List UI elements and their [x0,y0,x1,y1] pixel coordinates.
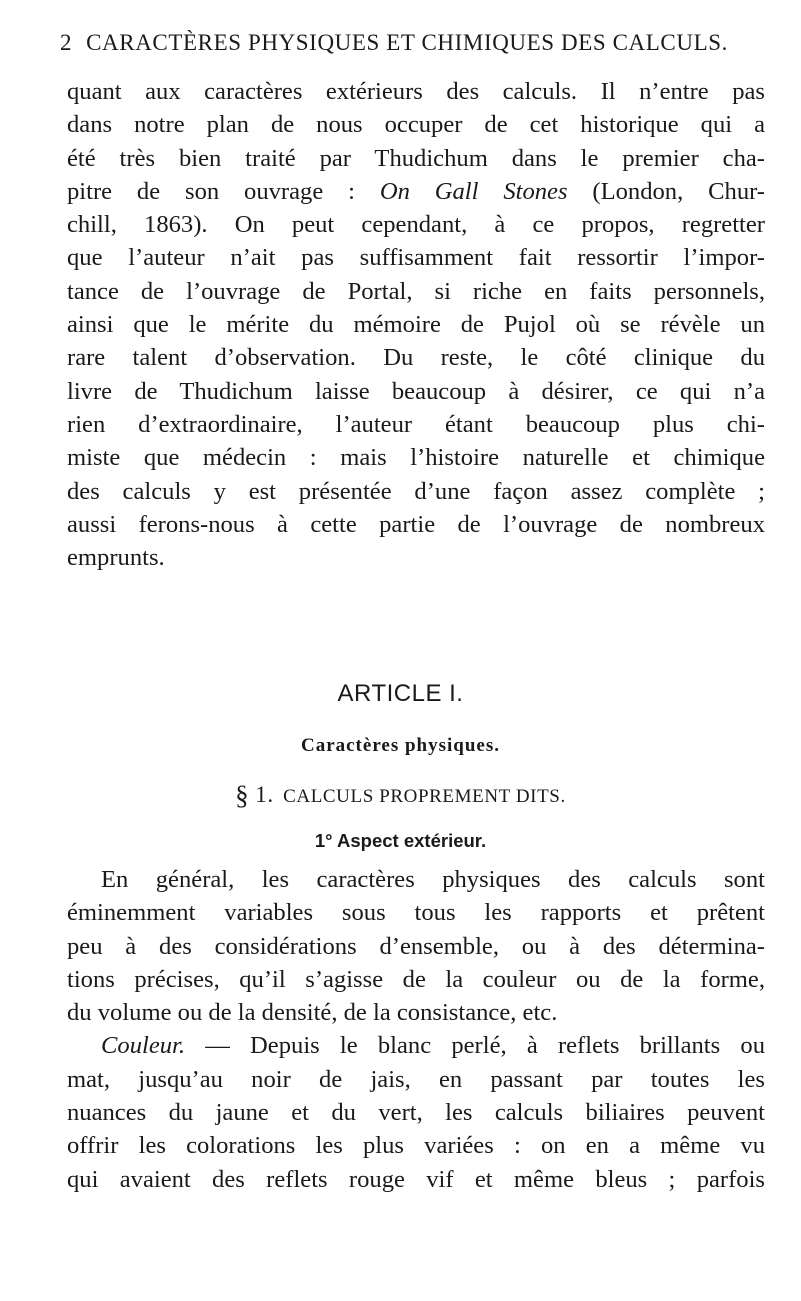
paragraph-term: Couleur. [101,1032,186,1060]
text-line: que l’auteur n’ait pas suffisamment fait ressortir l’impor- [67,244,765,272]
text-line: rare talent d’observation. Du reste, le côté clinique du [67,344,765,372]
text-line: emprunts. [67,544,165,572]
text-line: chill, 1863). On peut cependant, à ce propos, regretter [67,211,765,239]
section-number: 1. [255,782,274,807]
text-fragment: — Depuis le blanc perlé, à reflets brillants ou [205,1032,765,1060]
text-line: été très bien traité par Thudichum dans le premier cha- [67,144,765,172]
text-line-with-title [67,175,765,208]
text-line: des calculs y est présentée d’une façon assez complète ; [67,477,765,505]
text-line: dans notre plan de nous occuper de cet historique qui a [67,111,765,139]
article-title: ARTICLE I. [337,680,464,707]
text-line: offrir les colorations les plus variées : on en a même vu [67,1132,765,1160]
text-fragment: pitre de son ouvrage : [67,177,355,205]
text-line: du volume ou de la densité, de la consistance, etc. [67,999,558,1027]
text-line: ainsi que le mérite du mémoire de Pujol où se révèle un [67,311,765,339]
text-line-with-term [67,1029,765,1062]
running-head-title: CARACTÈRES PHYSIQUES ET CHIMIQUES DES CALCULS. [86,30,728,55]
text-line: livre de Thudichum laisse beaucoup à désirer, ce qui n’a [67,377,765,405]
article-subtitle: Caractères physiques. [300,735,501,756]
section-heading [0,780,801,811]
subsection-heading: 1° Aspect extérieur. [314,830,487,851]
text-line: miste que médecin : mais l’histoire naturelle et chimique [67,444,765,472]
section-sign: § [235,780,250,810]
text-line: rien d’extraordinaire, l’auteur étant beaucoup plus chi- [67,410,765,438]
body-paragraphs [67,863,765,1196]
text-line: nuances du jaune et du vert, les calculs biliaires peuvent [67,1099,765,1127]
text-line: éminemment variables sous tous les rapports et prêtent [67,899,765,927]
text-fragment: (London, Chur- [592,177,765,205]
text-line: quant aux caractères extérieurs des calculs. Il n’entre pas [67,78,765,105]
text-line: qui avaient des reflets rouge vif et même bleus ; parfois [67,1165,765,1193]
section-title: CALCULS PROPREMENT DITS. [283,786,566,807]
running-head [60,30,760,56]
text-line: tance de l’ouvrage de Portal, si riche en faits personnels, [67,277,765,305]
intro-paragraph [67,75,765,574]
text-line: mat, jusqu’au noir de jais, en passant par toutes les [67,1065,765,1093]
text-line: peu à des considérations d’ensemble, ou à des détermina- [67,932,765,960]
book-title: On Gall Stones [379,177,568,205]
text-line: aussi ferons-nous à cette partie de l’ouvrage de nombreux [67,510,765,538]
text-line: tions précises, qu’il s’agisse de la couleur ou de la forme, [67,965,765,993]
text-line: En général, les caractères physiques des calculs sont [101,866,765,893]
page-number: 2 [60,30,73,55]
